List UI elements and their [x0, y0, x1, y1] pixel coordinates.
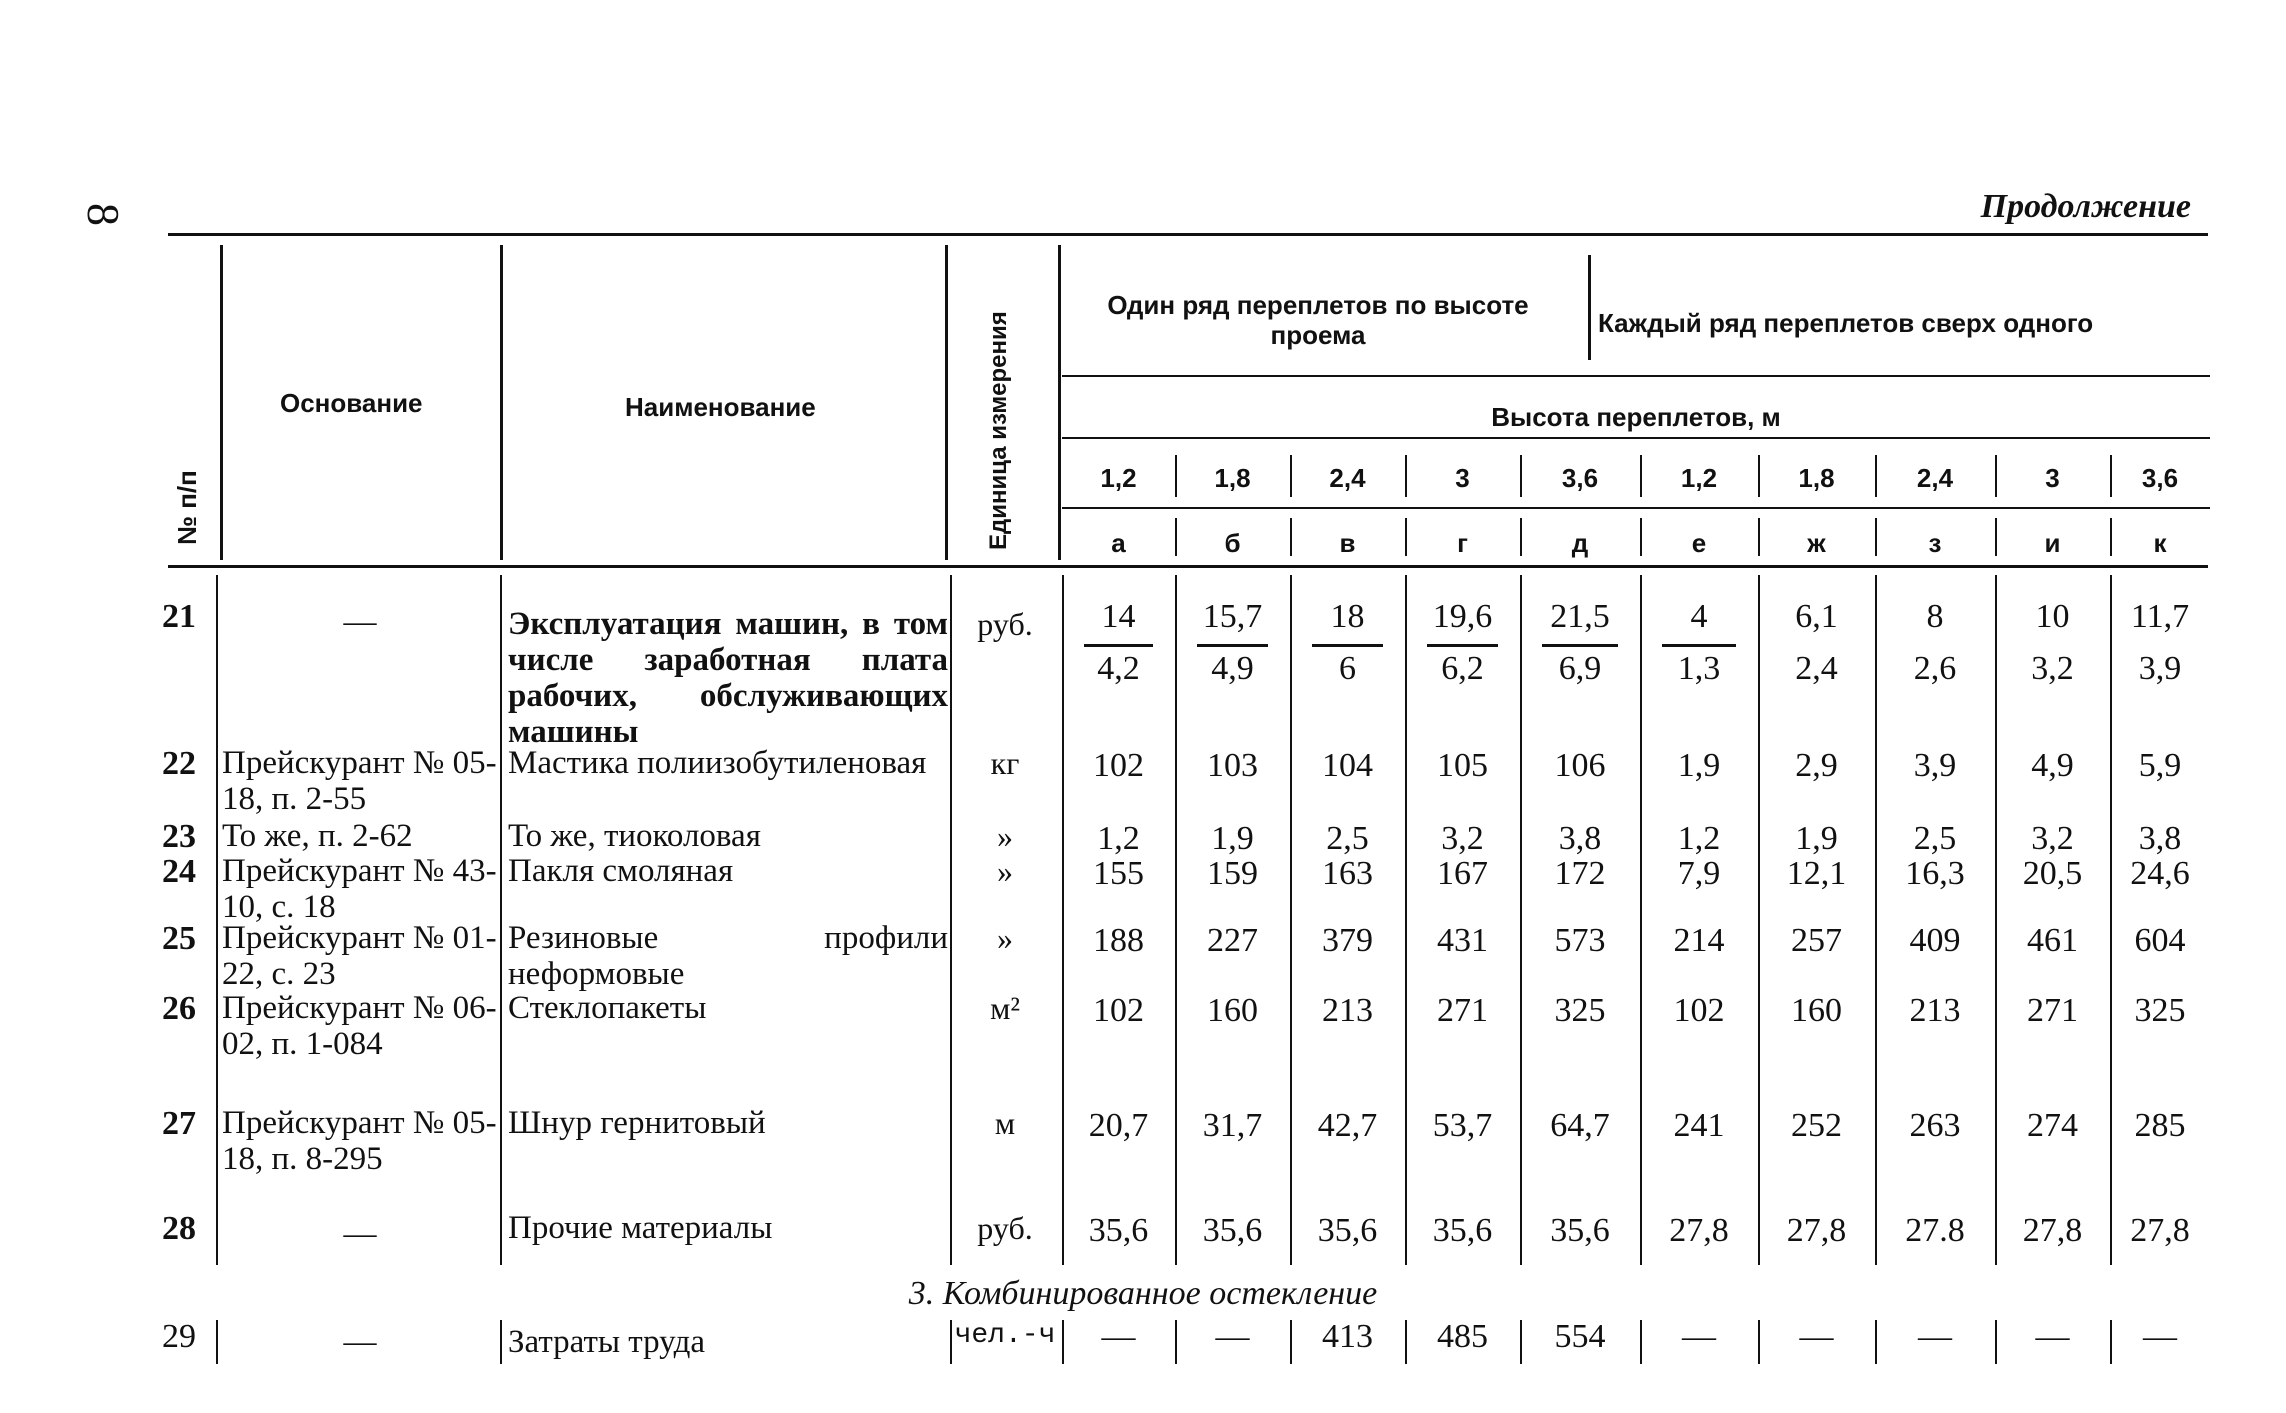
- row29-divider: [1758, 1320, 1760, 1364]
- value-cell: —: [2035, 1318, 2070, 1355]
- value-cell: 431: [1437, 922, 1488, 959]
- fraction-line: [1427, 644, 1498, 647]
- row-number: 22: [162, 745, 196, 782]
- value-cell: 3,9: [1913, 747, 1957, 784]
- value-cell: —: [2143, 1318, 2177, 1355]
- column-letter: е: [1691, 528, 1707, 558]
- value-cell: 604: [2134, 922, 2186, 959]
- height-value: 3,6: [1561, 463, 1599, 493]
- name-cell: Резиновые профили неформовые: [508, 920, 948, 992]
- value-cell: 105: [1437, 747, 1488, 784]
- value-cell: 35,6: [1432, 1212, 1493, 1249]
- header-value-divider: [1405, 455, 1407, 497]
- value-cell: 102: [1093, 747, 1144, 784]
- value-cell: 325: [2134, 992, 2186, 1029]
- value-cell: 27,8: [2130, 1212, 2190, 1249]
- value-cell: 213: [1909, 992, 1961, 1029]
- row29-divider: [500, 1320, 502, 1364]
- column-letter: к: [2153, 528, 2167, 558]
- header-letter-divider: [1995, 518, 1997, 556]
- column-letter: а: [1111, 528, 1126, 558]
- row29-divider: [1520, 1320, 1522, 1364]
- header-value-divider: [2110, 455, 2112, 497]
- name-cell: Мастика полиизобутиленовая: [508, 745, 927, 781]
- header-col-divider: [220, 245, 223, 560]
- row29-divider: [1405, 1320, 1407, 1364]
- col-basis-header: Основание: [280, 388, 423, 418]
- value-cell: 20,5: [2022, 855, 2083, 892]
- value-subcell: 6,2: [1441, 650, 1484, 687]
- value-cell: 4,9: [2031, 747, 2074, 784]
- height-value: 3: [1455, 463, 1470, 493]
- basis-cell: То же, п. 2-62: [222, 818, 413, 854]
- value-cell: 16,3: [1905, 855, 1965, 892]
- row-number: 23: [162, 818, 196, 855]
- column-letter: ж: [1807, 528, 1826, 558]
- row29-divider: [1640, 1320, 1642, 1364]
- value-subcell: 6: [1339, 650, 1356, 687]
- fraction-line: [1197, 644, 1268, 647]
- col-name-header: Наименование: [625, 392, 816, 422]
- heights-row-rule: [1062, 507, 2210, 509]
- row29-divider: [1175, 1320, 1177, 1364]
- unit-cell: руб.: [977, 606, 1033, 642]
- value-cell: 11,7: [2130, 598, 2190, 635]
- name-cell: То же, тиоколовая: [508, 818, 761, 854]
- value-subcell: 1,3: [1677, 650, 1721, 687]
- col-no-header: № п/п: [172, 470, 202, 545]
- unit-cell: »: [997, 818, 1013, 854]
- value-cell: 3,2: [2031, 820, 2074, 857]
- header-value-divider: [1175, 455, 1177, 497]
- value-cell: 21,5: [1550, 598, 1610, 635]
- value-cell: 461: [2027, 922, 2078, 959]
- body-col-divider: [216, 575, 218, 1265]
- height-label-header: Высота переплетов, м: [1491, 402, 1781, 432]
- height-value: 1,2: [1680, 463, 1718, 493]
- column-letter: б: [1224, 528, 1241, 558]
- header-letter-divider: [1875, 518, 1877, 556]
- basis-cell: —: [343, 1324, 377, 1360]
- value-cell: 155: [1093, 855, 1144, 892]
- header-group-divider: [1588, 255, 1591, 360]
- name-cell: Стеклопакеты: [508, 990, 707, 1026]
- value-cell: 35,6: [1088, 1212, 1149, 1249]
- value-cell: 379: [1322, 922, 1373, 959]
- unit-cell: чел.-ч: [954, 1320, 1056, 1351]
- value-cell: 413: [1322, 1318, 1373, 1355]
- value-subcell: 3,9: [2138, 650, 2182, 687]
- value-cell: 274: [2027, 1107, 2078, 1144]
- header-letter-divider: [1290, 518, 1292, 556]
- value-cell: 19,6: [1432, 598, 1493, 635]
- value-cell: 2,5: [1913, 820, 1957, 857]
- value-cell: 227: [1207, 922, 1258, 959]
- header-value-divider: [1290, 455, 1292, 497]
- value-cell: 167: [1437, 855, 1488, 892]
- value-cell: 27,8: [2022, 1212, 2083, 1249]
- unit-cell: м: [994, 1105, 1016, 1141]
- value-cell: 6,1: [1795, 598, 1838, 635]
- header-letter-divider: [1758, 518, 1760, 556]
- value-cell: 160: [1207, 992, 1258, 1029]
- header-col-divider: [945, 245, 948, 560]
- name-cell: Прочие материалы: [508, 1210, 773, 1246]
- section-title: 3. Комбинированное остекление: [908, 1275, 1378, 1312]
- row29-divider: [216, 1320, 218, 1364]
- name-cell: Эксплуатация машин, в том числе заработная плата рабочих, обслуживающих машины: [508, 606, 948, 750]
- value-cell: 271: [1437, 992, 1488, 1029]
- value-cell: 257: [1791, 922, 1842, 959]
- height-value: 1,8: [1798, 463, 1835, 493]
- value-cell: 35,6: [1202, 1212, 1263, 1249]
- height-value: 1,2: [1100, 463, 1137, 493]
- value-cell: —: [1799, 1318, 1834, 1355]
- value-cell: 15,7: [1202, 598, 1263, 635]
- basis-cell: Прейскурант № 06-02, п. 1-084: [222, 990, 497, 1062]
- table-top-rule: [168, 233, 2208, 236]
- value-subcell: 4,2: [1097, 650, 1140, 687]
- header-value-divider: [1640, 455, 1642, 497]
- value-cell: 5,9: [2138, 747, 2182, 784]
- value-cell: 35,6: [1550, 1212, 1610, 1249]
- value-cell: 285: [2134, 1107, 2186, 1144]
- value-cell: 3,8: [2138, 820, 2182, 857]
- header-letter-divider: [1640, 518, 1642, 556]
- group-each-row-header: Каждый ряд переплетов сверх одного: [1598, 308, 2094, 338]
- value-cell: 14: [1101, 598, 1136, 635]
- row29-divider: [2110, 1320, 2112, 1364]
- header-value-divider: [1875, 455, 1877, 497]
- value-cell: 554: [1554, 1318, 1606, 1355]
- name-cell: Шнур гернитовый: [508, 1105, 766, 1141]
- value-cell: —: [1101, 1318, 1136, 1355]
- value-cell: 163: [1322, 855, 1373, 892]
- basis-cell: Прейскурант № 01-22, с. 23: [222, 920, 497, 992]
- value-cell: 2,5: [1326, 820, 1369, 857]
- row29-divider: [1290, 1320, 1292, 1364]
- row-number: 21: [162, 598, 196, 635]
- value-cell: 271: [2027, 992, 2078, 1029]
- value-cell: 1,2: [1097, 820, 1140, 857]
- value-cell: —: [1215, 1318, 1250, 1355]
- value-cell: —: [1682, 1318, 1716, 1355]
- basis-cell: —: [343, 1216, 377, 1252]
- header-letter-divider: [2110, 518, 2112, 556]
- value-cell: 159: [1207, 855, 1258, 892]
- value-cell: 485: [1437, 1318, 1488, 1355]
- value-cell: 1,9: [1677, 747, 1721, 784]
- header-value-divider: [1758, 455, 1760, 497]
- value-cell: 3,8: [1558, 820, 1602, 857]
- fraction-line: [1662, 644, 1736, 647]
- value-cell: 12,1: [1786, 855, 1847, 892]
- value-cell: 64,7: [1550, 1107, 1610, 1144]
- value-cell: 102: [1093, 992, 1144, 1029]
- value-cell: 35,6: [1317, 1212, 1378, 1249]
- value-cell: 53,7: [1432, 1107, 1493, 1144]
- row29-divider: [1995, 1320, 1997, 1364]
- row-number: 26: [162, 990, 196, 1027]
- group-one-row-header: Один ряд переплетов по высоте проема: [1107, 290, 1529, 350]
- value-subcell: 4,9: [1211, 650, 1254, 687]
- height-value: 1,8: [1214, 463, 1251, 493]
- value-cell: 8: [1926, 598, 1944, 635]
- row29-divider: [1062, 1320, 1064, 1364]
- value-cell: 160: [1791, 992, 1842, 1029]
- header-letter-divider: [1405, 518, 1407, 556]
- row-number: 27: [162, 1105, 196, 1142]
- value-cell: 10: [2035, 598, 2070, 635]
- unit-cell: »: [997, 853, 1013, 889]
- header-value-divider: [1995, 455, 1997, 497]
- value-subcell: 2,6: [1913, 650, 1957, 687]
- value-cell: 42,7: [1317, 1107, 1378, 1144]
- continuation-label: Продолжение: [1980, 188, 2191, 225]
- height-value: 3,6: [2141, 463, 2179, 493]
- value-subcell: 2,4: [1795, 650, 1838, 687]
- row29-divider: [950, 1320, 952, 1364]
- row29-divider: [1875, 1320, 1877, 1364]
- value-cell: 1,9: [1211, 820, 1254, 857]
- value-cell: 213: [1322, 992, 1373, 1029]
- group-divider-rule: [1062, 375, 2210, 377]
- value-cell: 18: [1330, 598, 1365, 635]
- value-cell: 20,7: [1088, 1107, 1149, 1144]
- value-cell: 104: [1322, 747, 1373, 784]
- value-cell: 172: [1554, 855, 1606, 892]
- column-letter: д: [1571, 528, 1589, 558]
- value-subcell: 3,2: [2031, 650, 2074, 687]
- page-number: 8: [78, 203, 129, 226]
- value-cell: 27.8: [1905, 1212, 1965, 1249]
- name-cell: Затраты труда: [508, 1324, 706, 1360]
- value-cell: 24,6: [2130, 855, 2190, 892]
- value-cell: 27,8: [1669, 1212, 1729, 1249]
- row-number: 29: [162, 1318, 196, 1355]
- column-letter: в: [1339, 528, 1356, 558]
- value-cell: 573: [1554, 922, 1606, 959]
- header-letter-divider: [1175, 518, 1177, 556]
- fraction-line: [1312, 644, 1383, 647]
- value-cell: 409: [1909, 922, 1961, 959]
- unit-cell: кг: [990, 745, 1020, 781]
- header-bottom-rule: [168, 565, 2208, 568]
- header-col-divider: [1058, 245, 1061, 560]
- value-cell: 106: [1554, 747, 1606, 784]
- height-value: 3: [2045, 463, 2060, 493]
- unit-cell: »: [997, 920, 1013, 956]
- value-cell: 27,8: [1786, 1212, 1847, 1249]
- value-cell: 103: [1207, 747, 1258, 784]
- value-cell: 214: [1673, 922, 1725, 959]
- value-cell: 325: [1554, 992, 1606, 1029]
- height-value: 2,4: [1329, 463, 1366, 493]
- value-cell: 3,2: [1441, 820, 1484, 857]
- value-cell: 1,2: [1677, 820, 1721, 857]
- value-cell: 252: [1791, 1107, 1842, 1144]
- basis-cell: —: [343, 604, 377, 640]
- column-letter: г: [1457, 528, 1468, 558]
- basis-cell: Прейскурант № 05-18, п. 2-55: [222, 745, 497, 817]
- basis-cell: Прейскурант № 43-10, с. 18: [222, 853, 497, 925]
- value-cell: 2,9: [1795, 747, 1838, 784]
- value-cell: 31,7: [1202, 1107, 1263, 1144]
- row-number: 25: [162, 920, 196, 957]
- height-label-rule: [1062, 437, 2210, 439]
- value-subcell: 6,9: [1558, 650, 1602, 687]
- value-cell: 263: [1909, 1107, 1961, 1144]
- value-cell: 7,9: [1677, 855, 1721, 892]
- row-number: 24: [162, 853, 196, 890]
- basis-cell: Прейскурант № 05-18, п. 8-295: [222, 1105, 497, 1177]
- value-cell: 188: [1093, 922, 1144, 959]
- header-letter-divider: [1520, 518, 1522, 556]
- value-cell: 1,9: [1795, 820, 1838, 857]
- column-letter: з: [1928, 528, 1942, 558]
- height-value: 2,4: [1916, 463, 1954, 493]
- fraction-line: [1084, 644, 1153, 647]
- fraction-line: [1542, 644, 1618, 647]
- column-letter: и: [2044, 528, 2061, 558]
- header-col-divider: [500, 245, 503, 560]
- header-value-divider: [1520, 455, 1522, 497]
- value-cell: —: [1918, 1318, 1952, 1355]
- unit-cell: руб.: [977, 1210, 1033, 1246]
- value-cell: 4: [1690, 598, 1708, 635]
- col-unit-header: Единица измерения: [985, 311, 1012, 550]
- row-number: 28: [162, 1210, 196, 1247]
- value-cell: 102: [1673, 992, 1725, 1029]
- unit-cell: м²: [990, 990, 1020, 1026]
- value-cell: 241: [1673, 1107, 1725, 1144]
- name-cell: Пакля смоляная: [508, 853, 734, 889]
